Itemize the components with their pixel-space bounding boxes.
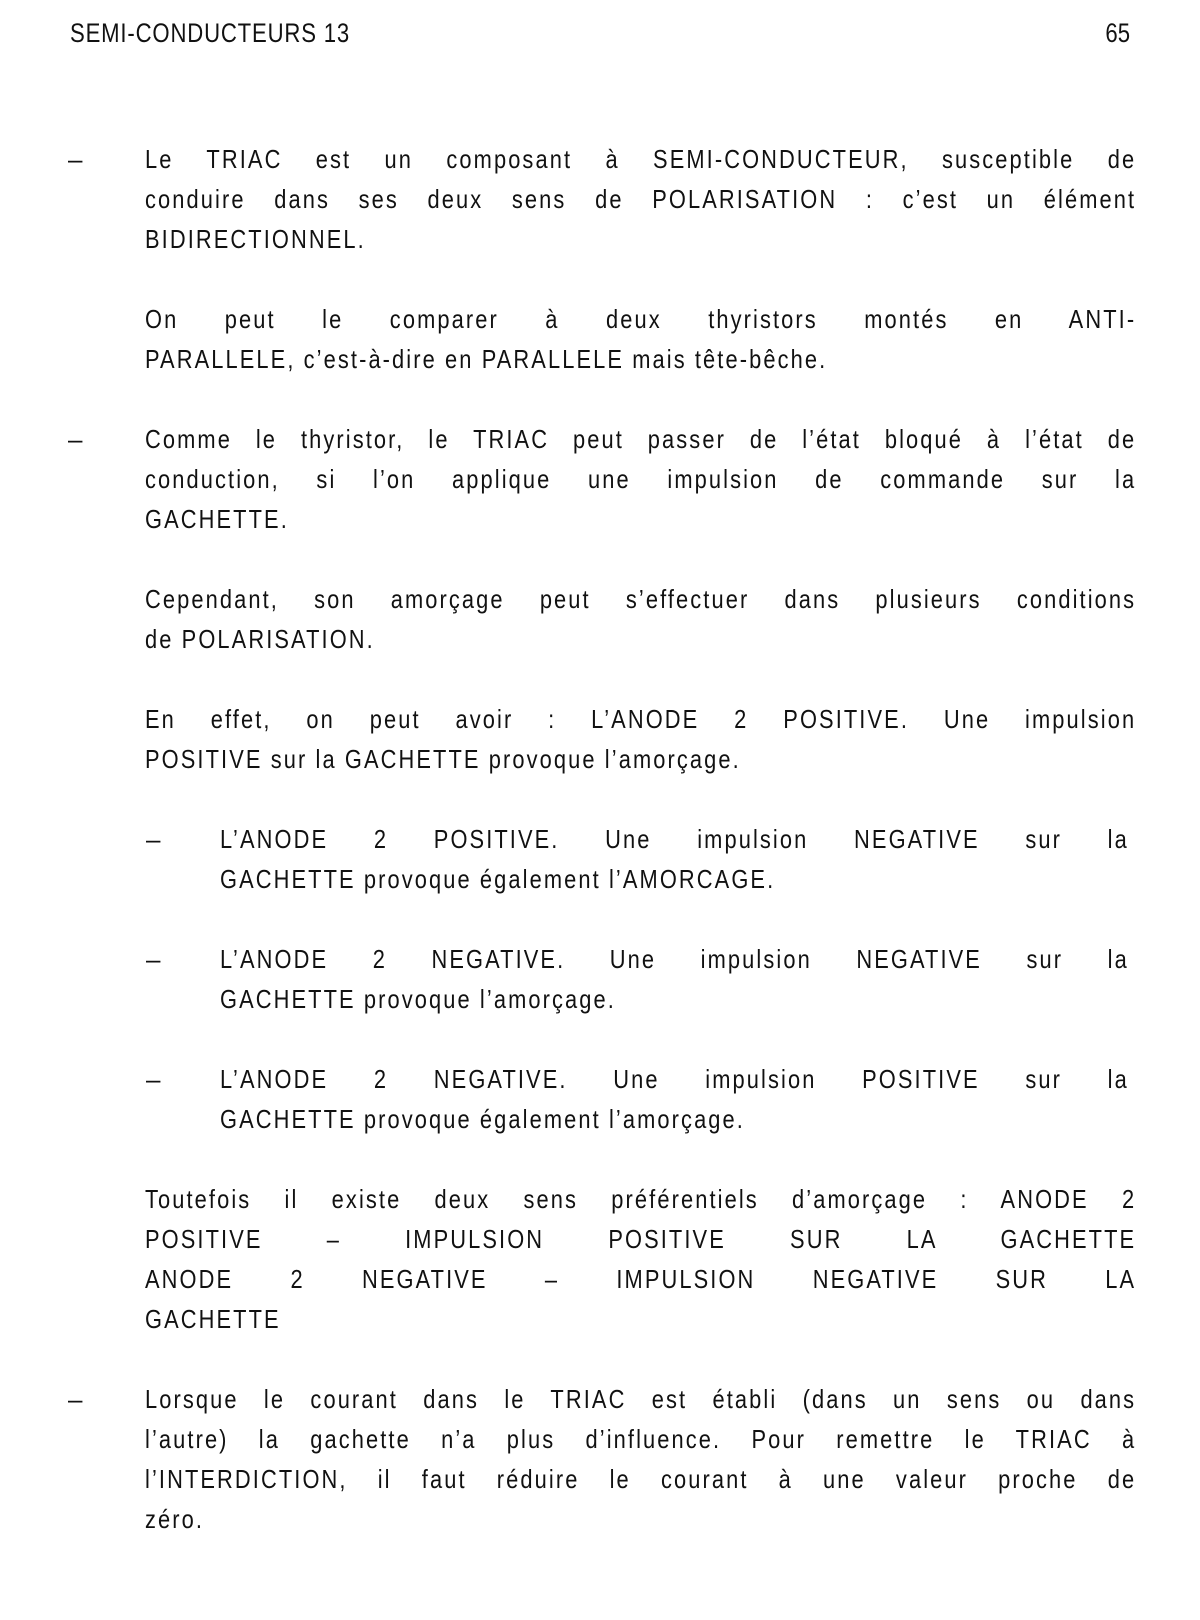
text-line: conduction, si l’on applique une impulsion de commande sur la xyxy=(145,464,1137,494)
bullet-dash: – xyxy=(68,144,83,174)
running-title: SEMI-CONDUCTEURS 13 xyxy=(70,18,351,48)
text-line: GACHETTE xyxy=(145,1304,281,1334)
text-line: GACHETTE provoque l’amorçage. xyxy=(220,984,616,1014)
text-line: GACHETTE provoque également l’amorçage. xyxy=(220,1104,745,1134)
text-line: POSITIVE sur la GACHETTE provoque l’amorçage. xyxy=(145,744,741,774)
text-line: PARALLELE, c’est-à-dire en PARALLELE mais tête-bêche. xyxy=(145,344,828,374)
page-number: 65 xyxy=(1105,18,1130,48)
sub-bullet-dash: – xyxy=(146,944,161,974)
text-line: Le TRIAC est un composant à SEMI-CONDUCTEUR, susceptible de xyxy=(145,144,1137,174)
text-line: En effet, on peut avoir : L’ANODE 2 POSITIVE. Une impulsion xyxy=(145,704,1137,734)
text-line: conduire dans ses deux sens de POLARISATION : c’est un élément xyxy=(145,184,1137,214)
text-line: BIDIRECTIONNEL. xyxy=(145,224,366,254)
text-line: GACHETTE provoque également l’AMORCAGE. xyxy=(220,864,776,894)
text-line: zéro. xyxy=(145,1504,205,1534)
text-line: Lorsque le courant dans le TRIAC est établi (dans un sens ou dans xyxy=(145,1384,1137,1414)
sub-bullet-dash: – xyxy=(146,1064,161,1094)
text-line: L’ANODE 2 NEGATIVE. Une impulsion NEGATIVE sur la xyxy=(220,944,1129,974)
text-line: l’autre) la gachette n’a plus d’influence. Pour remettre le TRIAC à xyxy=(145,1424,1137,1454)
text-line: GACHETTE. xyxy=(145,504,289,534)
text-line: On peut le comparer à deux thyristors montés en ANTI- xyxy=(145,304,1137,334)
bullet-dash: – xyxy=(68,1384,83,1414)
text-line: L’ANODE 2 POSITIVE. Une impulsion NEGATIVE sur la xyxy=(220,824,1129,854)
text-line: ANODE 2 NEGATIVE – IMPULSION NEGATIVE SUR LA xyxy=(145,1264,1137,1294)
sub-bullet-dash: – xyxy=(146,824,161,854)
text-line: Comme le thyristor, le TRIAC peut passer de l’état bloqué à l’état de xyxy=(145,424,1137,454)
text-line: Cependant, son amorçage peut s’effectuer dans plusieurs conditions xyxy=(145,584,1137,614)
text-line: de POLARISATION. xyxy=(145,624,375,654)
text-line: L’ANODE 2 NEGATIVE. Une impulsion POSITIVE sur la xyxy=(220,1064,1129,1094)
text-line: Toutefois il existe deux sens préférentiels d’amorçage : ANODE 2 xyxy=(145,1184,1137,1214)
text-line: POSITIVE – IMPULSION POSITIVE SUR LA GACHETTE xyxy=(145,1224,1137,1254)
bullet-dash: – xyxy=(68,424,83,454)
text-line: l’INTERDICTION, il faut réduire le courant à une valeur proche de xyxy=(145,1464,1137,1494)
